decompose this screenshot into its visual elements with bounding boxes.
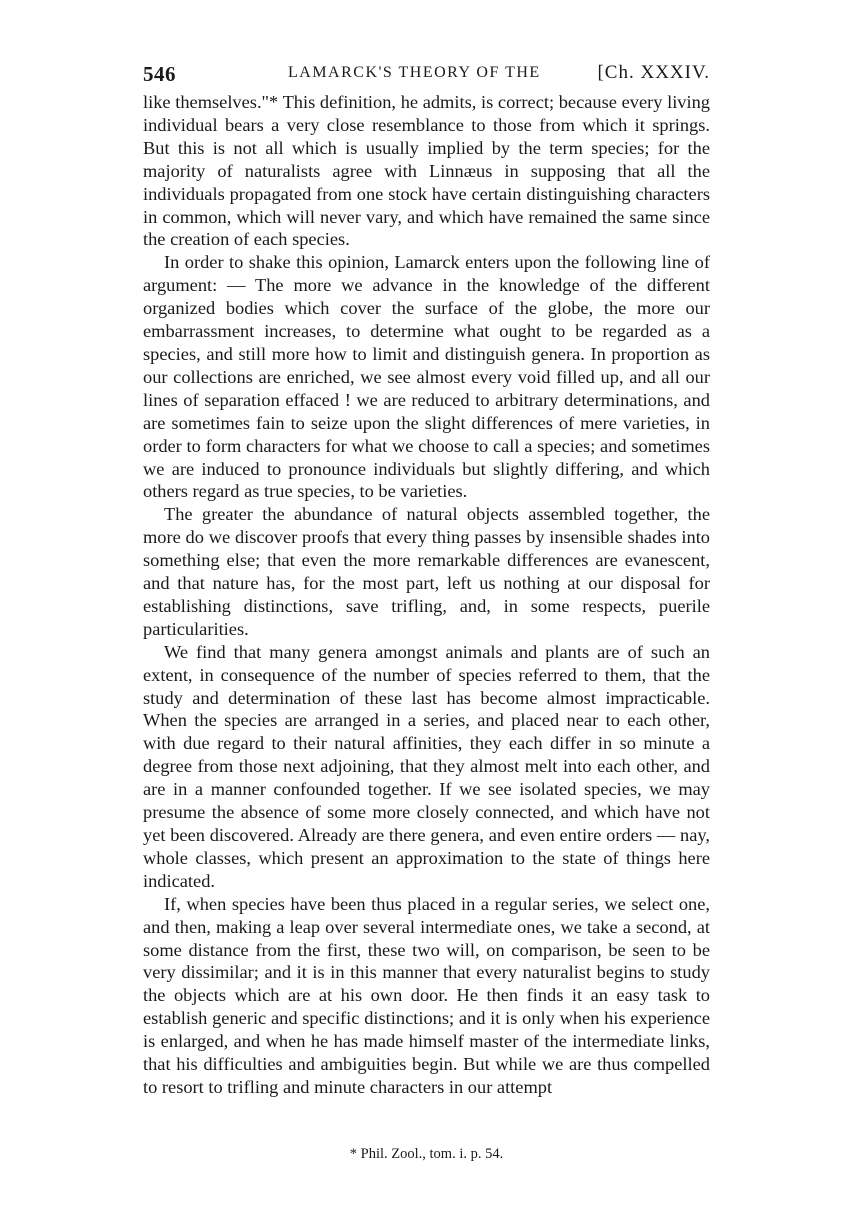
page-number: 546: [143, 62, 176, 86]
footnote: * Phil. Zool., tom. i. p. 54.: [349, 1146, 504, 1162]
paragraph-5: If, when species have been thus placed in a regular series, we select one, and then, making a leap over several intermediate ones, we take a second, at some distance from the first, these two will, on comparison, be seen to be very dissimilar; and it is in this manner that every naturalist begins to study the objects which are at his own door. He then finds it an easy task to establish generic and specific distinctions; and it is only when his experience is enlarged, and when he has made himself master of the intermediate links, that his difficulties and ambiguities begin. But while we are thus compelled to resort to trifling and minute characters in our attempt: [143, 893, 710, 1097]
body-text: [143, 91, 710, 1099]
chapter-label: [Ch. XXXIV.: [597, 62, 710, 83]
paragraph-2: In order to shake this opinion, Lamarck enters upon the following line of argument: — The more we advance in the knowledge of the different organized bodies which cover the surface of the globe, the more our embarrassment increases, to determine what ought to be regarded as a species, and still more how to limit and distinguish genera. In proportion as our collections are enriched, we see almost every void filled up, and all our lines of separation effaced ! we are reduced to arbitrary determinations, and are sometimes fain to seize upon the slight differences of mere varieties, in order to form characters for what we choose to call a species; and sometimes we are induced to pronounce individuals but slightly differing, and which others regard as true species, to be varieties.: [143, 252, 710, 502]
paragraph-1: like themselves."* This definition, he admits, is correct; because every living individual bears a very close resemblance to those from which it springs. But this is not all which is usually implied by the term species; for the majority of naturalists agree with Linnæus in supposing that all the individuals propagated from one stock have certain distinguishing characters in common, which will never vary, and which have remained the same since the creation of each species.: [143, 92, 710, 250]
paragraph-3: The greater the abundance of natural objects assembled together, the more do we discover proofs that every thing passes by insensible shades into something else; that even the more remarkable differences are evanescent, and that nature has, for the most part, left us nothing at our disposal for establishing distinctions, save trifling, and, in some respects, puerile particularities.: [143, 504, 710, 639]
paragraph-4: We find that many genera amongst animals and plants are of such an extent, in consequence of the number of species referred to them, that the study and determination of these last has become almost impracticable. When the species are arranged in a series, and placed near to each other, with due regard to their natural affinities, they each differ in so minute a degree from those next adjoining, that they almost melt into each other, and are in a manner confounded together. If we see isolated species, we may presume the absence of some more closely connected, and which have not yet been discovered. Already are there genera, and even entire orders — nay, whole classes, which present an approximation to the state of things here indicated.: [143, 641, 710, 891]
page-header: [143, 62, 710, 92]
running-title: LAMARCK'S THEORY OF THE: [288, 64, 541, 81]
